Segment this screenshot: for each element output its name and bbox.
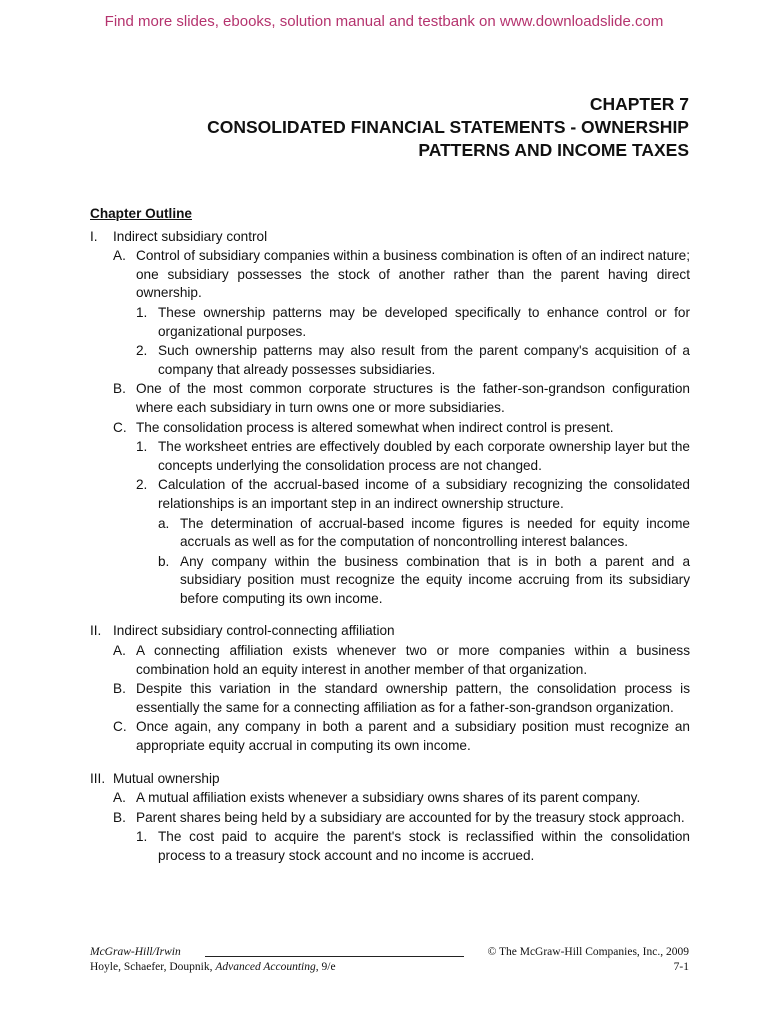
outline-text: Control of subsidiary companies within a business combination is often of an indirect nature; one subsidiary possesses the stock of another rather than the parent having direct ownership. bbox=[136, 248, 690, 301]
outline-item bbox=[113, 809, 690, 828]
outline-text: The worksheet entries are effectively doubled by each corporate ownership layer but the concepts underlying the consolidation process are not changed. bbox=[158, 439, 690, 473]
footer-copyright: © The McGraw-Hill Companies, Inc., 2009 bbox=[487, 946, 689, 958]
outline-text: Parent shares being held by a subsidiary are accounted for by the treasury stock approach. bbox=[136, 809, 685, 825]
outline-text: Calculation of the accrual-based income of a subsidiary recognizing the consolidated relationships is an important step in an indirect ownership structure. bbox=[158, 477, 690, 511]
outline-marker: III. bbox=[90, 770, 106, 786]
outline-marker: 2. bbox=[136, 477, 148, 493]
outline-marker: B. bbox=[113, 681, 126, 697]
outline-marker: a. bbox=[158, 515, 170, 531]
outline-text: A connecting affiliation exists whenever two or more companies within a business combination hold an equity interest in another member of that organization. bbox=[136, 643, 690, 677]
outline-item bbox=[113, 789, 690, 808]
outline-section-group bbox=[90, 622, 690, 755]
outline-marker: 1. bbox=[136, 439, 148, 455]
outline-text: A mutual affiliation exists whenever a subsidiary owns shares of its parent company. bbox=[136, 790, 641, 806]
outline-text: Any company within the business combination that is in both a parent and a subsidiary position must recognize the equity income accruing from its subsidiary before computing its own income. bbox=[180, 553, 690, 606]
outline-marker: A. bbox=[113, 790, 126, 806]
outline-marker: 1. bbox=[136, 304, 148, 320]
outline-section bbox=[90, 228, 690, 247]
outline-marker: C. bbox=[113, 719, 127, 735]
outline-marker: 2. bbox=[136, 343, 148, 359]
chapter-outline bbox=[90, 205, 690, 866]
outline-text: Indirect subsidiary control bbox=[113, 228, 268, 244]
outline-heading: Chapter Outline bbox=[90, 206, 192, 221]
outline-item bbox=[136, 476, 690, 513]
outline-text: The cost paid to acquire the parent's stock is reclassified within the consolidation process to a treasury stock account and no income is accrued. bbox=[158, 829, 690, 863]
outline-marker: I. bbox=[90, 228, 98, 244]
outline-text: These ownership patterns may be developed specifically to enhance control or for organizational purposes. bbox=[158, 304, 690, 339]
outline-text: Despite this variation in the standard ownership pattern, the consolidation process is essentially the same for a connecting affiliation as for a father-son-grandson organization. bbox=[136, 681, 690, 715]
footer-rule bbox=[205, 945, 464, 957]
outline-item bbox=[136, 828, 690, 865]
outline-section bbox=[90, 770, 690, 789]
outline-item bbox=[158, 553, 690, 609]
chapter-title-line-2: PATTERNS AND INCOME TAXES bbox=[418, 140, 689, 160]
outline-item bbox=[113, 680, 690, 717]
outline-marker: A. bbox=[113, 248, 126, 264]
chapter-title-line-1: CONSOLIDATED FINANCIAL STATEMENTS - OWNERSHIP bbox=[207, 117, 689, 137]
outline-marker: B. bbox=[113, 381, 126, 397]
page-number: 7-1 bbox=[673, 961, 689, 973]
outline-marker: II. bbox=[90, 623, 102, 639]
chapter-number: CHAPTER 7 bbox=[589, 94, 689, 114]
outline-text: The consolidation process is altered somewhat when indirect control is present. bbox=[136, 419, 614, 435]
outline-text: Indirect subsidiary control-connecting affiliation bbox=[113, 623, 395, 639]
outline-section bbox=[90, 622, 690, 641]
footer-authors: Hoyle, Schaefer, Doupnik, bbox=[90, 961, 216, 973]
page-footer bbox=[90, 945, 689, 975]
outline-marker: C. bbox=[113, 419, 127, 435]
outline-item bbox=[113, 380, 690, 417]
outline-marker: A. bbox=[113, 643, 126, 659]
footer-publisher: McGraw-Hill/Irwin bbox=[90, 946, 181, 958]
footer-edition: , 9/e bbox=[315, 961, 336, 973]
outline-marker: b. bbox=[158, 553, 170, 569]
footer-book-title: Advanced Accounting bbox=[215, 961, 316, 973]
outline-item bbox=[113, 642, 690, 679]
outline-text: The determination of accrual-based income figures is needed for equity income accruals as well as for the computation of noncontrolling interest balances. bbox=[180, 515, 690, 550]
outline-item bbox=[113, 247, 690, 303]
outline-section-group bbox=[90, 228, 690, 609]
outline-item bbox=[158, 515, 690, 552]
outline-text: Once again, any company in both a parent and a subsidiary position must recognize an appropriate equity accrual in computing its own income. bbox=[136, 719, 690, 754]
outline-item bbox=[136, 304, 690, 341]
outline-item bbox=[136, 342, 690, 379]
outline-body bbox=[90, 228, 690, 866]
download-banner[interactable]: Find more slides, ebooks, solution manual and testbank on www.downloadslide.com bbox=[104, 13, 664, 30]
outline-item bbox=[113, 419, 690, 438]
footer-citation bbox=[90, 960, 336, 975]
outline-item bbox=[113, 718, 690, 755]
chapter-title-block bbox=[207, 93, 689, 162]
outline-marker: 1. bbox=[136, 829, 148, 845]
outline-text: Such ownership patterns may also result from the parent company's acquisition of a company that already possesses subsidiaries. bbox=[158, 343, 690, 377]
outline-section-group bbox=[90, 770, 690, 866]
outline-text: One of the most common corporate structures is the father-son-grandson configuration where each subsidiary in turn owns one or more subsidiaries. bbox=[136, 381, 690, 415]
outline-text: Mutual ownership bbox=[113, 770, 220, 786]
outline-marker: B. bbox=[113, 809, 126, 825]
outline-item bbox=[136, 438, 690, 475]
